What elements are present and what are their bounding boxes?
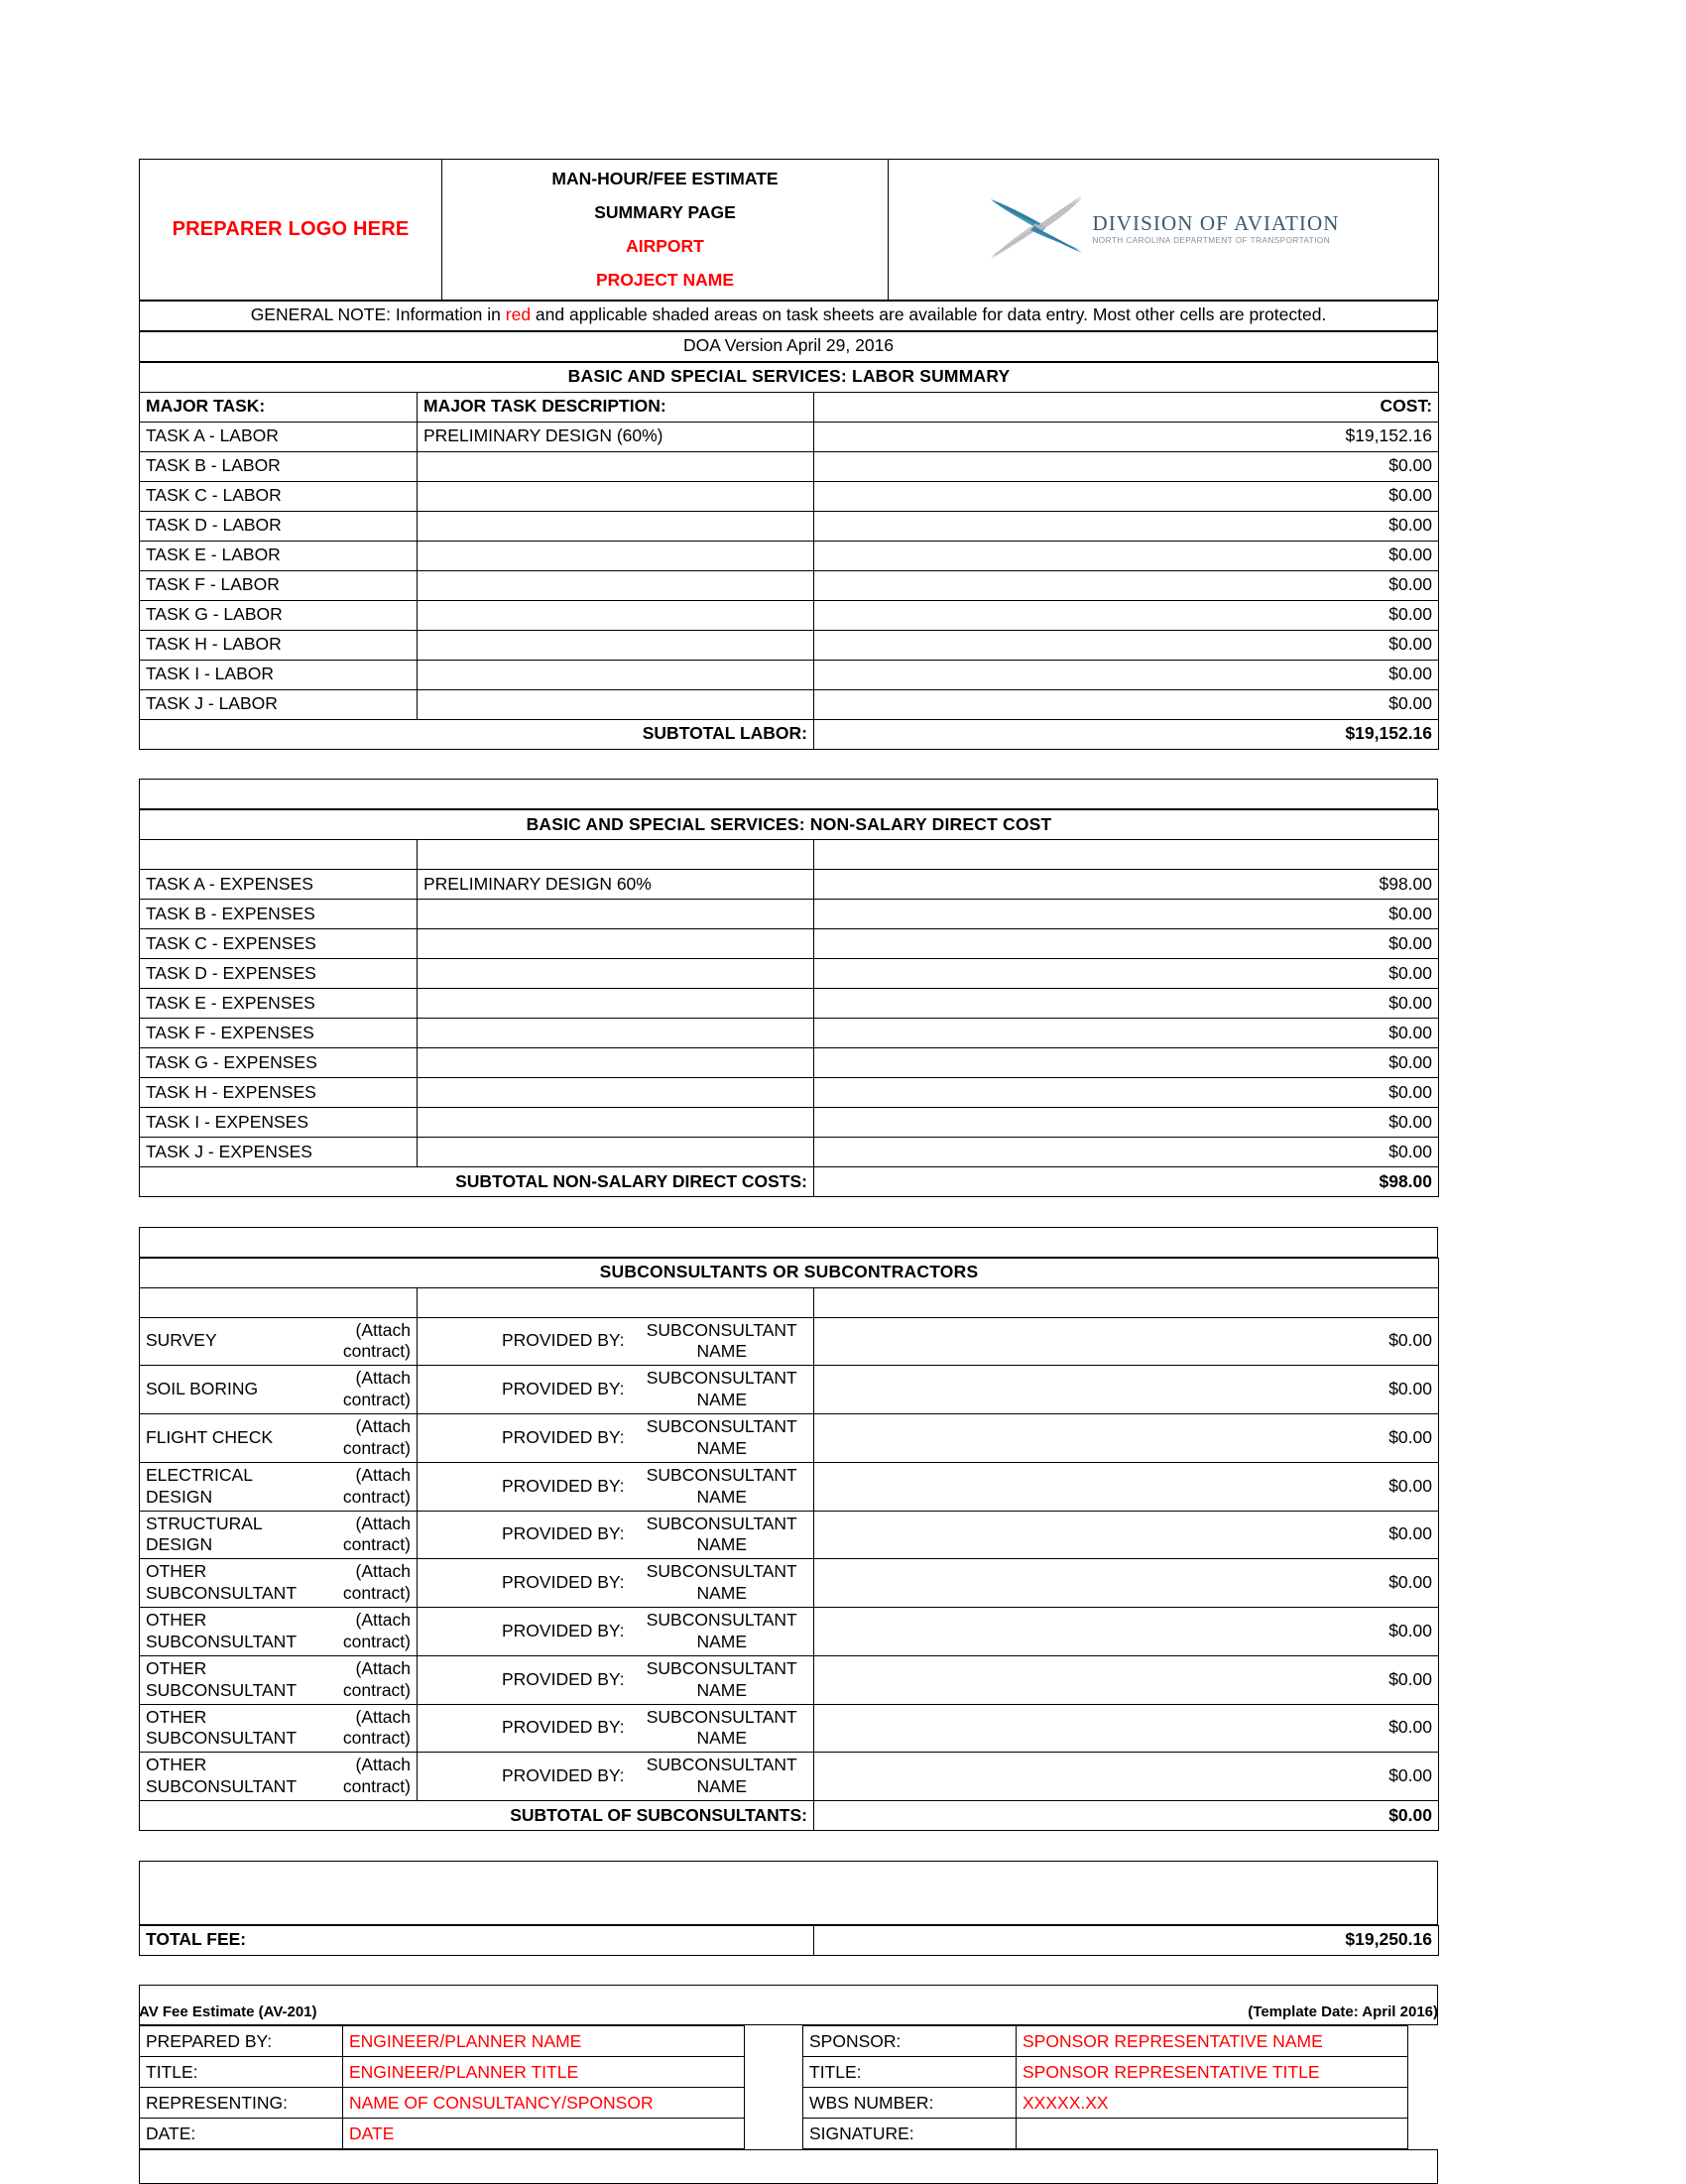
subcon-attach-9: (Attach contract)	[318, 1753, 418, 1801]
subconsultants-subtotal-row	[140, 1801, 1439, 1831]
expense-desc-4[interactable]	[418, 989, 814, 1019]
subcon-name-6[interactable]: OTHER SUBCONSULTANT	[140, 1608, 318, 1656]
subcon-subname-7[interactable]: SUBCONSULTANT NAME	[631, 1655, 814, 1704]
table-row	[140, 630, 1439, 660]
subcon-name-4[interactable]: STRUCTURAL DESIGN	[140, 1511, 318, 1559]
table-row	[140, 1078, 1439, 1108]
table-row	[140, 600, 1439, 630]
airport-field[interactable]: AIRPORT	[626, 236, 704, 257]
subcon-cost-6: $0.00	[814, 1608, 1439, 1656]
subcon-providedby-2: PROVIDED BY:	[418, 1414, 631, 1463]
nonsalary-gap-block	[139, 1197, 1438, 1258]
labor-desc-0[interactable]: PRELIMINARY DESIGN (60%)	[418, 422, 814, 451]
nonsalary-banner: BASIC AND SPECIAL SERVICES: NON-SALARY DIRECT COST	[140, 810, 1439, 840]
expense-desc-3[interactable]	[418, 959, 814, 989]
expense-task-8: TASK I - EXPENSES	[140, 1108, 418, 1138]
header-block	[139, 159, 1439, 301]
labor-task-8: TASK I - LABOR	[140, 660, 418, 689]
subcon-name-0[interactable]: SURVEY	[140, 1317, 318, 1366]
subcon-providedby-8: PROVIDED BY:	[418, 1704, 631, 1753]
labor-banner: BASIC AND SPECIAL SERVICES: LABOR SUMMARY	[140, 362, 1439, 392]
table-row	[140, 1019, 1439, 1048]
expense-task-6: TASK G - EXPENSES	[140, 1048, 418, 1078]
labor-task-5: TASK F - LABOR	[140, 570, 418, 600]
subcon-attach-6: (Attach contract)	[318, 1608, 418, 1656]
signature-value[interactable]	[1017, 2119, 1408, 2149]
subcon-providedby-1: PROVIDED BY:	[418, 1366, 631, 1414]
expense-cost-6: $0.00	[814, 1048, 1439, 1078]
table-row	[140, 1462, 1439, 1511]
bottom-band-block	[139, 2149, 1438, 2184]
footer-right-text: (Template Date: April 2016)	[1248, 2003, 1438, 2020]
subcon-attach-5: (Attach contract)	[318, 1559, 418, 1608]
expense-desc-9[interactable]	[418, 1138, 814, 1167]
title-cell	[442, 160, 889, 301]
subcon-subname-6[interactable]: SUBCONSULTANT NAME	[631, 1608, 814, 1656]
expense-task-7: TASK H - EXPENSES	[140, 1078, 418, 1108]
subconsultants-subtotal-value: $0.00	[814, 1801, 1439, 1831]
expense-desc-0[interactable]: PRELIMINARY DESIGN 60%	[418, 870, 814, 900]
nonsalary-blank-a	[140, 840, 418, 870]
logo-sub-text: NORTH CAROLINA DEPARTMENT OF TRANSPORTATION	[1092, 236, 1331, 246]
expense-desc-5[interactable]	[418, 1019, 814, 1048]
nonsalary-subtotal-row	[140, 1167, 1439, 1197]
labor-subtotal-label: SUBTOTAL LABOR:	[140, 719, 814, 749]
table-row	[140, 451, 1439, 481]
subcon-blank-c	[814, 1287, 1439, 1317]
subcon-subname-8[interactable]: SUBCONSULTANT NAME	[631, 1704, 814, 1753]
representing-label: REPRESENTING:	[140, 2088, 343, 2119]
subcon-attach-2: (Attach contract)	[318, 1414, 418, 1463]
subcon-subname-9[interactable]: SUBCONSULTANT NAME	[631, 1753, 814, 1801]
expense-desc-8[interactable]	[418, 1108, 814, 1138]
subcon-name-9[interactable]: OTHER SUBCONSULTANT	[140, 1753, 318, 1801]
expense-task-0: TASK A - EXPENSES	[140, 870, 418, 900]
title-line-1: MAN-HOUR/FEE ESTIMATE	[551, 169, 779, 188]
subcon-subname-0[interactable]: SUBCONSULTANT NAME	[631, 1317, 814, 1366]
prepared-by-label: PREPARED BY:	[140, 2026, 343, 2057]
labor-cost-0: $19,152.16	[814, 422, 1439, 451]
labor-cost-3: $0.00	[814, 511, 1439, 541]
page-footer	[139, 2003, 1438, 2020]
date-value[interactable]: DATE	[343, 2119, 745, 2149]
prepared-by-table	[139, 2025, 745, 2149]
expense-cost-8: $0.00	[814, 1108, 1439, 1138]
nonsalary-blank-b	[418, 840, 814, 870]
labor-desc-2[interactable]	[418, 481, 814, 511]
table-row	[140, 2088, 745, 2119]
table-row	[140, 1108, 1439, 1138]
labor-cost-9: $0.00	[814, 689, 1439, 719]
expense-desc-1[interactable]	[418, 900, 814, 929]
subcon-attach-8: (Attach contract)	[318, 1704, 418, 1753]
total-fee-table	[139, 1925, 1439, 1956]
subcon-subname-4[interactable]: SUBCONSULTANT NAME	[631, 1511, 814, 1559]
division-of-aviation-logo-icon	[987, 187, 1086, 271]
expense-cost-0: $98.00	[814, 870, 1439, 900]
subcon-providedby-7: PROVIDED BY:	[418, 1655, 631, 1704]
labor-task-7: TASK H - LABOR	[140, 630, 418, 660]
nonsalary-table	[139, 809, 1439, 1197]
general-note-part2: and applicable shaded areas on task sheets are available for data entry. Most other cells are protected.	[531, 304, 1327, 325]
subcon-providedby-0: PROVIDED BY:	[418, 1317, 631, 1366]
wbs-number-label: WBS NUMBER:	[803, 2088, 1017, 2119]
table-row	[140, 1138, 1439, 1167]
labor-desc-4[interactable]	[418, 541, 814, 570]
sponsor-value[interactable]: SPONSOR REPRESENTATIVE NAME	[1017, 2026, 1408, 2057]
labor-task-9: TASK J - LABOR	[140, 689, 418, 719]
subcon-attach-1: (Attach contract)	[318, 1366, 418, 1414]
labor-subtotal-row	[140, 719, 1439, 749]
expense-cost-2: $0.00	[814, 929, 1439, 959]
subcon-cost-2: $0.00	[814, 1414, 1439, 1463]
subcon-name-1[interactable]: SOIL BORING	[140, 1366, 318, 1414]
expense-task-9: TASK J - EXPENSES	[140, 1138, 418, 1167]
expense-cost-3: $0.00	[814, 959, 1439, 989]
table-row	[803, 2088, 1408, 2119]
sponsor-label: SPONSOR:	[803, 2026, 1017, 2057]
sponsor-title-value[interactable]: SPONSOR REPRESENTATIVE TITLE	[1017, 2057, 1408, 2088]
preparer-title-value[interactable]: ENGINEER/PLANNER TITLE	[343, 2057, 745, 2088]
subconsultants-gap-block	[139, 1831, 1438, 1925]
subcon-cost-9: $0.00	[814, 1753, 1439, 1801]
wbs-number-value[interactable]: XXXXX.XX	[1017, 2088, 1408, 2119]
expense-cost-5: $0.00	[814, 1019, 1439, 1048]
subcon-cost-5: $0.00	[814, 1559, 1439, 1608]
labor-col-task-header: MAJOR TASK:	[140, 392, 418, 422]
labor-summary-table	[139, 362, 1439, 750]
labor-desc-9[interactable]	[418, 689, 814, 719]
table-row	[140, 1655, 1439, 1704]
expense-cost-1: $0.00	[814, 900, 1439, 929]
labor-desc-7[interactable]	[418, 630, 814, 660]
labor-cost-5: $0.00	[814, 570, 1439, 600]
subcon-subname-3[interactable]: SUBCONSULTANT NAME	[631, 1462, 814, 1511]
labor-gap-block	[139, 750, 1438, 810]
general-note-red-word: red	[505, 304, 532, 325]
gap	[140, 1956, 1438, 1986]
table-row	[140, 900, 1439, 929]
labor-col-cost-header: COST:	[814, 392, 1439, 422]
general-note-block	[139, 301, 1438, 331]
signature-label: SIGNATURE:	[803, 2119, 1017, 2149]
subconsultants-subtotal-label: SUBTOTAL OF SUBCONSULTANTS:	[140, 1801, 814, 1831]
table-row	[140, 689, 1439, 719]
empty-band-after-subconsultants	[140, 1861, 1438, 1924]
date-label: DATE:	[140, 2119, 343, 2149]
subcon-providedby-3: PROVIDED BY:	[418, 1462, 631, 1511]
expense-task-5: TASK F - EXPENSES	[140, 1019, 418, 1048]
expense-cost-4: $0.00	[814, 989, 1439, 1019]
version-block	[139, 331, 1438, 362]
subcon-cost-3: $0.00	[814, 1462, 1439, 1511]
table-row	[803, 2057, 1408, 2088]
bottom-empty-band	[140, 2150, 1438, 2184]
subcon-name-2[interactable]: FLIGHT CHECK	[140, 1414, 318, 1463]
subcon-blank-a	[140, 1287, 418, 1317]
expense-desc-6[interactable]	[418, 1048, 814, 1078]
table-row	[140, 2119, 745, 2149]
labor-task-4: TASK E - LABOR	[140, 541, 418, 570]
table-row	[140, 570, 1439, 600]
table-row	[803, 2119, 1408, 2149]
spreadsheet-sheet	[139, 159, 1438, 2184]
subconsultants-table	[139, 1258, 1439, 1832]
doa-version-line: DOA Version April 29, 2016	[140, 331, 1438, 361]
subconsultants-banner: SUBCONSULTANTS OR SUBCONTRACTORS	[140, 1258, 1439, 1287]
gap	[140, 1197, 1438, 1227]
table-row	[140, 541, 1439, 570]
subcon-name-8[interactable]: OTHER SUBCONSULTANT	[140, 1704, 318, 1753]
table-row	[140, 2026, 745, 2057]
table-row	[140, 1608, 1439, 1656]
preparer-logo-placeholder: PREPARER LOGO HERE	[172, 217, 410, 240]
table-row	[140, 660, 1439, 689]
subcon-providedby-9: PROVIDED BY:	[418, 1753, 631, 1801]
gap	[140, 1831, 1438, 1861]
table-row	[140, 1559, 1439, 1608]
labor-task-1: TASK B - LABOR	[140, 451, 418, 481]
subcon-attach-7: (Attach contract)	[318, 1655, 418, 1704]
labor-col-desc-header: MAJOR TASK DESCRIPTION:	[418, 392, 814, 422]
expense-desc-2[interactable]	[418, 929, 814, 959]
table-row	[803, 2026, 1408, 2057]
labor-cost-2: $0.00	[814, 481, 1439, 511]
labor-cost-6: $0.00	[814, 600, 1439, 630]
expense-cost-9: $0.00	[814, 1138, 1439, 1167]
subcon-cost-8: $0.00	[814, 1704, 1439, 1753]
expense-desc-7[interactable]	[418, 1078, 814, 1108]
labor-desc-3[interactable]	[418, 511, 814, 541]
table-row	[140, 1704, 1439, 1753]
labor-desc-8[interactable]	[418, 660, 814, 689]
subcon-attach-4: (Attach contract)	[318, 1511, 418, 1559]
labor-desc-5[interactable]	[418, 570, 814, 600]
expense-cost-7: $0.00	[814, 1078, 1439, 1108]
table-row	[140, 929, 1439, 959]
project-name-field[interactable]: PROJECT NAME	[595, 270, 735, 291]
labor-cost-7: $0.00	[814, 630, 1439, 660]
empty-band-after-labor	[140, 780, 1438, 809]
table-row	[140, 2057, 745, 2088]
sponsor-table	[802, 2025, 1408, 2149]
sponsor-title-label: TITLE:	[803, 2057, 1017, 2088]
table-row	[140, 422, 1439, 451]
subcon-providedby-6: PROVIDED BY:	[418, 1608, 631, 1656]
preparer-logo-cell[interactable]	[140, 160, 442, 301]
doa-logo-cell	[889, 160, 1439, 301]
labor-task-2: TASK C - LABOR	[140, 481, 418, 511]
subcon-subname-5[interactable]: SUBCONSULTANT NAME	[631, 1559, 814, 1608]
labor-desc-1[interactable]	[418, 451, 814, 481]
subcon-cost-0: $0.00	[814, 1317, 1439, 1366]
labor-cost-8: $0.00	[814, 660, 1439, 689]
subcon-name-7[interactable]: OTHER SUBCONSULTANT	[140, 1655, 318, 1704]
subcon-attach-3: (Attach contract)	[318, 1462, 418, 1511]
total-fee-label: TOTAL FEE:	[140, 1925, 814, 1955]
footer-left-text: AV Fee Estimate (AV-201)	[139, 2003, 317, 2020]
labor-task-3: TASK D - LABOR	[140, 511, 418, 541]
labor-desc-6[interactable]	[418, 600, 814, 630]
expense-task-4: TASK E - EXPENSES	[140, 989, 418, 1019]
title-line-2: SUMMARY PAGE	[594, 202, 736, 223]
table-row	[140, 511, 1439, 541]
subcon-blank-b	[418, 1287, 814, 1317]
table-row	[140, 481, 1439, 511]
nonsalary-subtotal-value: $98.00	[814, 1167, 1439, 1197]
table-row	[140, 1414, 1439, 1463]
total-fee-value: $19,250.16	[814, 1925, 1439, 1955]
table-row	[140, 1048, 1439, 1078]
labor-cost-1: $0.00	[814, 451, 1439, 481]
labor-cost-4: $0.00	[814, 541, 1439, 570]
subcon-attach-0: (Attach contract)	[318, 1317, 418, 1366]
subcon-providedby-4: PROVIDED BY:	[418, 1511, 631, 1559]
expense-task-2: TASK C - EXPENSES	[140, 929, 418, 959]
table-row	[140, 989, 1439, 1019]
subcon-name-5[interactable]: OTHER SUBCONSULTANT	[140, 1559, 318, 1608]
empty-band-after-nonsalary	[140, 1227, 1438, 1257]
labor-subtotal-value: $19,152.16	[814, 719, 1439, 749]
table-row	[140, 959, 1439, 989]
subcon-cost-1: $0.00	[814, 1366, 1439, 1414]
nonsalary-blank-c	[814, 840, 1439, 870]
general-note-part1: GENERAL NOTE: Information in	[250, 304, 506, 325]
gap	[140, 750, 1438, 780]
table-row	[140, 1511, 1439, 1559]
logo-main-text: DIVISION OF AVIATION	[1092, 211, 1340, 236]
table-row	[140, 870, 1439, 900]
subcon-subname-2[interactable]: SUBCONSULTANT NAME	[631, 1414, 814, 1463]
prepared-by-value[interactable]: ENGINEER/PLANNER NAME	[343, 2026, 745, 2057]
expense-task-3: TASK D - EXPENSES	[140, 959, 418, 989]
signature-section	[139, 2025, 1438, 2149]
labor-task-0: TASK A - LABOR	[140, 422, 418, 451]
nonsalary-subtotal-label: SUBTOTAL NON-SALARY DIRECT COSTS:	[140, 1167, 814, 1197]
table-row	[140, 1366, 1439, 1414]
subcon-cost-4: $0.00	[814, 1511, 1439, 1559]
preparer-title-label: TITLE:	[140, 2057, 343, 2088]
representing-value[interactable]: NAME OF CONSULTANCY/SPONSOR	[343, 2088, 745, 2119]
subcon-subname-1[interactable]: SUBCONSULTANT NAME	[631, 1366, 814, 1414]
subcon-providedby-5: PROVIDED BY:	[418, 1559, 631, 1608]
subcon-cost-7: $0.00	[814, 1655, 1439, 1704]
table-row	[140, 1753, 1439, 1801]
labor-task-6: TASK G - LABOR	[140, 600, 418, 630]
expense-task-1: TASK B - EXPENSES	[140, 900, 418, 929]
general-note	[140, 301, 1438, 330]
subcon-name-3[interactable]: ELECTRICAL DESIGN	[140, 1462, 318, 1511]
table-row	[140, 1317, 1439, 1366]
